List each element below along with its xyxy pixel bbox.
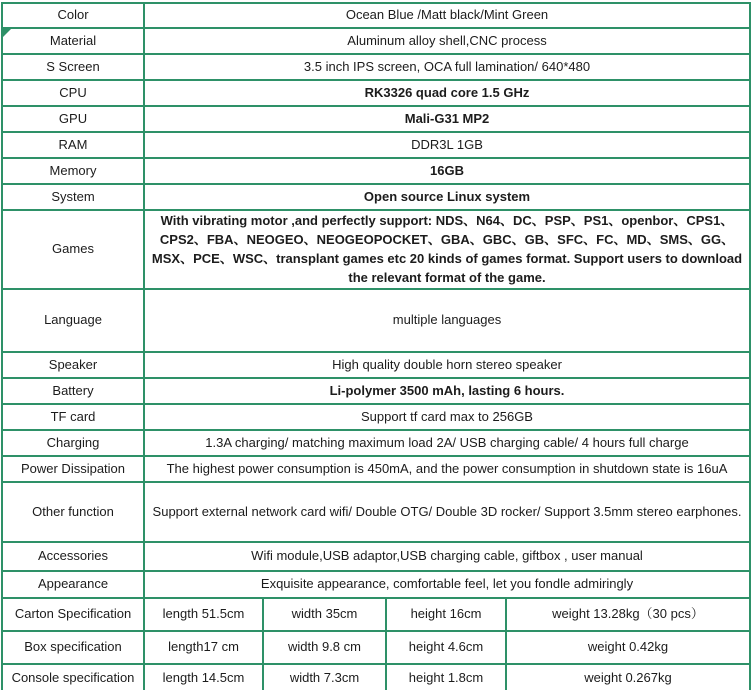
table-row <box>2 106 750 132</box>
row-label-screen: S Screen <box>2 54 144 80</box>
row-label-other-function: Other function <box>2 482 144 542</box>
row-label-tfcard: TF card <box>2 404 144 430</box>
table-row <box>2 80 750 106</box>
table-row <box>2 54 750 80</box>
row-label-games: Games <box>2 210 144 289</box>
table-row <box>2 664 750 690</box>
row-value-charging: 1.3A charging/ matching maximum load 2A/ USB charging cable/ 4 hours full charge <box>144 430 750 456</box>
row-value-battery: Li-polymer 3500 mAh, lasting 6 hours. <box>144 378 750 404</box>
row-value-ram: DDR3L 1GB <box>144 132 750 158</box>
table-row <box>2 430 750 456</box>
table-row <box>2 631 750 664</box>
row-value-material: Aluminum alloy shell,CNC process <box>144 28 750 54</box>
table-row <box>2 158 750 184</box>
table-row <box>2 352 750 378</box>
row-value-language: multiple languages <box>144 289 750 352</box>
row-value-accessories: Wifi module,USB adaptor,USB charging cable, giftbox , user manual <box>144 542 750 571</box>
row-label-language: Language <box>2 289 144 352</box>
row-label-speaker: Speaker <box>2 352 144 378</box>
console-length: length 14.5cm <box>144 664 263 690</box>
table-row <box>2 482 750 542</box>
row-label-system: System <box>2 184 144 210</box>
row-value-power-dissipation: The highest power consumption is 450mA, and the power consumption in shutdown state is 16uA <box>144 456 750 482</box>
table-row <box>2 542 750 571</box>
box-height: height 4.6cm <box>386 631 506 664</box>
carton-length: length 51.5cm <box>144 598 263 631</box>
row-label-ram: RAM <box>2 132 144 158</box>
console-width: width 7.3cm <box>263 664 386 690</box>
box-weight: weight 0.42kg <box>506 631 750 664</box>
row-value-games: With vibrating motor ,and perfectly support: NDS、N64、DC、PSP、PS1、openbor、CPS1、CPS2、FBA、NEOGEO、NEOGEOPOCKET、GBA、GBC、GB、SFC、FC、MD、SMS、GG、MSX、PCE、WSC、transplant games etc 20 kinds of games format. Support users to download the relevant format of the game. <box>144 210 750 289</box>
table-row <box>2 378 750 404</box>
carton-width: width 35cm <box>263 598 386 631</box>
table-row <box>2 456 750 482</box>
row-label-charging: Charging <box>2 430 144 456</box>
row-value-tfcard: Support tf card max to 256GB <box>144 404 750 430</box>
table-row <box>2 184 750 210</box>
table-row <box>2 3 750 28</box>
row-label-box-spec: Box specification <box>2 631 144 664</box>
table-row <box>2 132 750 158</box>
console-height: height 1.8cm <box>386 664 506 690</box>
row-label-carton-spec: Carton Specification <box>2 598 144 631</box>
table-row <box>2 289 750 352</box>
row-label-power-dissipation: Power Dissipation <box>2 456 144 482</box>
spec-table <box>1 2 751 690</box>
table-row <box>2 28 750 54</box>
row-value-memory: 16GB <box>144 158 750 184</box>
box-length: length17 cm <box>144 631 263 664</box>
box-width: width 9.8 cm <box>263 631 386 664</box>
row-label-appearance: Appearance <box>2 571 144 598</box>
row-label-color: Color <box>2 3 144 28</box>
carton-weight: weight 13.28kg（30 pcs） <box>506 598 750 631</box>
row-value-gpu: Mali-G31 MP2 <box>144 106 750 132</box>
row-value-color: Ocean Blue /Matt black/Mint Green <box>144 3 750 28</box>
row-value-other-function: Support external network card wifi/ Double OTG/ Double 3D rocker/ Support 3.5mm stereo earphones. <box>144 482 750 542</box>
row-label-memory: Memory <box>2 158 144 184</box>
table-row <box>2 571 750 598</box>
row-value-appearance: Exquisite appearance, comfortable feel, let you fondle admiringly <box>144 571 750 598</box>
row-value-cpu: RK3326 quad core 1.5 GHz <box>144 80 750 106</box>
row-label-console-spec: Console specification <box>2 664 144 690</box>
table-row <box>2 598 750 631</box>
table-row <box>2 404 750 430</box>
row-label-cpu: CPU <box>2 80 144 106</box>
row-label-material: Material <box>2 28 144 54</box>
console-weight: weight 0.267kg <box>506 664 750 690</box>
table-row <box>2 210 750 289</box>
row-value-system: Open source Linux system <box>144 184 750 210</box>
row-label-accessories: Accessories <box>2 542 144 571</box>
row-value-speaker: High quality double horn stereo speaker <box>144 352 750 378</box>
row-value-screen: 3.5 inch IPS screen, OCA full lamination/ 640*480 <box>144 54 750 80</box>
cell-corner-marker-icon <box>2 29 11 38</box>
row-label-battery: Battery <box>2 378 144 404</box>
row-label-gpu: GPU <box>2 106 144 132</box>
carton-height: height 16cm <box>386 598 506 631</box>
